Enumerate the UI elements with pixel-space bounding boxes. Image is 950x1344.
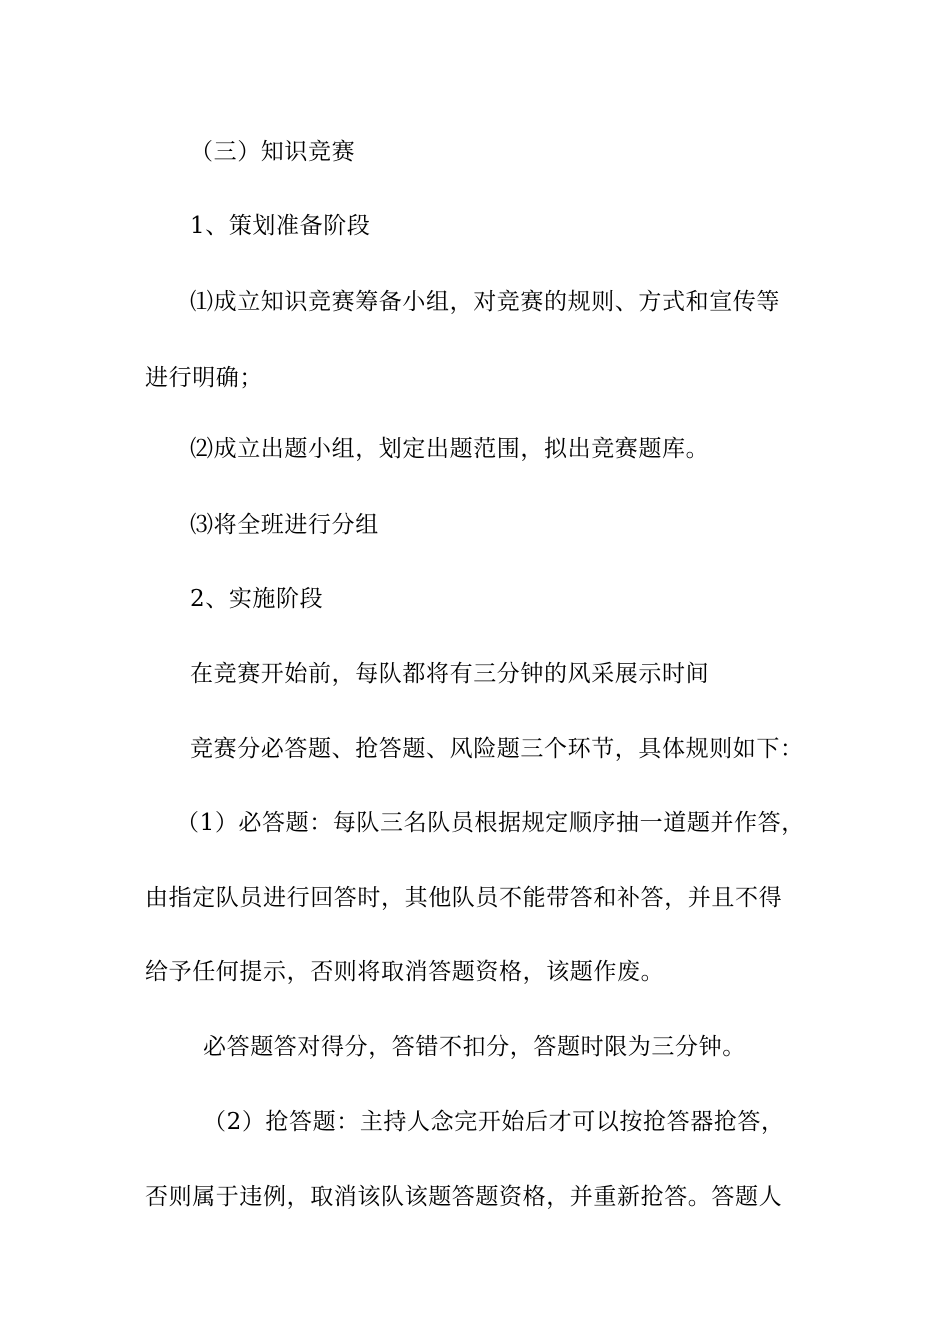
- section-heading: （三）知识竞赛: [190, 139, 356, 165]
- paragraph-line: 否则属于违例，取消该队该题答题资格，并重新抢答。答题人: [145, 1184, 783, 1210]
- paragraph-line: 给予任何提示，否则将取消答题资格，该题作废。: [145, 959, 665, 985]
- paragraph-line: ⑵成立出题小组，划定出题范围，拟出竞赛题库。: [190, 436, 710, 462]
- paragraph-line: ⑴成立知识竞赛筹备小组，对竞赛的规则、方式和宣传等: [190, 289, 780, 315]
- paragraph-line: （1）必答题：每队三名队员根据规定顺序抽一道题并作答，: [176, 810, 805, 836]
- subsection-heading: 1、策划准备阶段: [190, 213, 371, 239]
- paragraph-line: 竞赛分必答题、抢答题、风险题三个环节，具体规则如下：: [190, 736, 804, 762]
- paragraph-line: 在竞赛开始前，每队都将有三分钟的风采展示时间: [190, 661, 710, 687]
- paragraph-line: 由指定队员进行回答时，其他队员不能带答和补答，并且不得: [145, 885, 783, 911]
- paragraph-line: 进行明确；: [145, 365, 263, 391]
- paragraph-line: 必答题答对得分，答错不扣分，答题时限为三分钟。: [203, 1034, 746, 1060]
- subsection-heading: 2、实施阶段: [190, 586, 324, 612]
- paragraph-line: ⑶将全班进行分组: [190, 512, 379, 538]
- paragraph-line: （2）抢答题：主持人念完开始后才可以按抢答器抢答，: [203, 1109, 785, 1135]
